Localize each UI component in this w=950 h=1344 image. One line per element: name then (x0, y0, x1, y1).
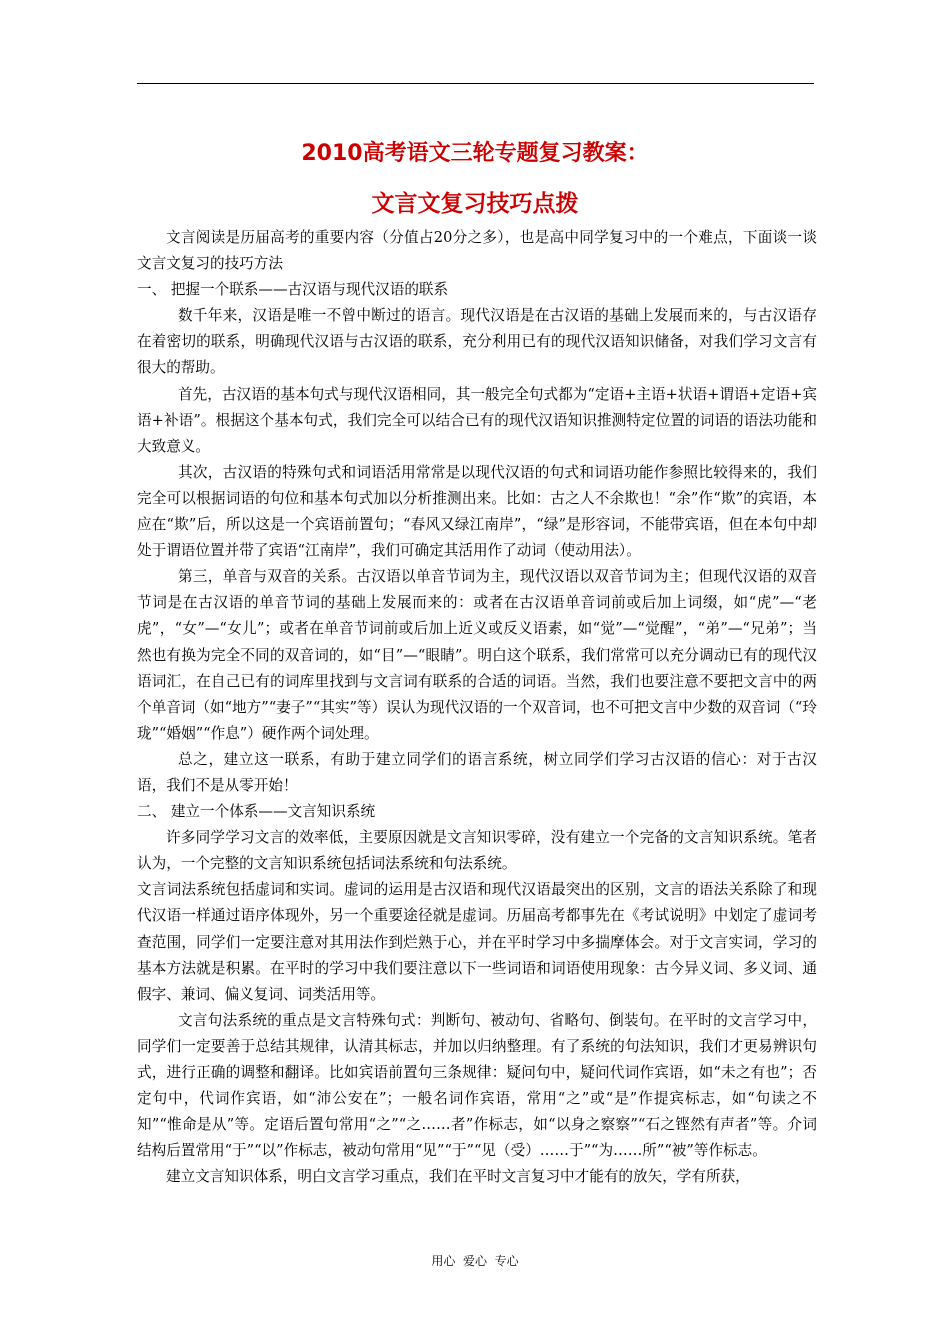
paragraph: 第三，单音与双音的关系。古汉语以单音节词为主，现代汉语以双音节词为主；但现代汉语的双音节词是在古汉语的单音节词的基础上发展而来的：或者在古汉语单音词前或后加上词缀，如“虎”—“老虎”，“女”—“女儿”；或者在单音节词前或后加上近义或反义语素，如“觉”—“觉醒”，“弟”—“兄弟”；当然也有换为完全不同的双音词的，如“目”—“眼睛”。明白这个联系，我们常常可以充分调动已有的现代汉语词汇，在自己已有的词库里找到与文言词有联系的合适的词语。当然，我们也要注意不要把文言中的两个单音词（如“地方”“妻子”“其实”等）误认为现代汉语的一个双音词，也不可把文言中少数的双音词（“玲珑”“婚姻”“作息”）硬作两个词处理。 (137, 568, 817, 742)
paragraph: 总之，建立这一联系，有助于建立同学们的语言系统，树立同学们学习古汉语的信心：对于古汉语，我们不是从零开始！ (137, 750, 817, 794)
page-footer: 用心 爱心 专心 (431, 1254, 519, 1268)
paragraph: 其次，古汉语的特殊句式和词语活用常常是以现代汉语的句式和词语功能作参照比较得来的，我们完全可以根据词语的句位和基本句式加以分析推测出来。比如：古之人不余欺也！“余”作“欺”的宾语，本应在“欺”后，所以这是一个宾语前置句；“春风又绿江南岸”，“绿”是形容词，不能带宾语，但在本句中却处于谓语位置并带了宾语“江南岸”，我们可确定其活用作了动词（使动用法）。 (137, 463, 817, 560)
paragraph: 文言词法系统包括虚词和实词。虚词的运用是古汉语和现代汉语最突出的区别，文言的语法关系除了和现代汉语一样通过语序体现外，另一个重要途径就是虚词。历届高考都事先在《考试说明》中划定了虚词考查范围，同学们一定要注意对其用法作到烂熟于心，并在平时学习中多揣摩体会。对于文言实词，学习的基本方法就是积累。在平时的学习中我们要注意以下一些词语和词语使用现象：古今异义词、多义词、通假字、兼词、偏义复词、词类活用等。 (137, 881, 817, 1003)
paragraph: 文言阅读是历届高考的重要内容（分值占20分之多），也是高中同学复习中的一个难点，下面谈一谈文言文复习的技巧方法 (137, 229, 817, 273)
paragraph: 数千年来，汉语是唯一不曾中断过的语言。现代汉语是在古汉语的基础上发展而来的，与古汉语存在着密切的联系，明确现代汉语与古汉语的联系，充分利用已有的现代汉语知识储备，对我们学习文言有很大的帮助。 (137, 307, 817, 377)
document-title: 2010高考语文三轮专题复习教案： (301, 141, 649, 166)
header-rule (137, 83, 814, 84)
paragraph: 文言句法系统的重点是文言特殊句式：判断句、被动句、省略句、倒装句。在平时的文言学习中，同学们一定要善于总结其规律，认清其标志，并加以归纳整理。有了系统的句法知识，我们才更易辨识句式，进行正确的调整和翻译。比如宾语前置句三条规律：疑问句中，疑问代词作宾语，如“未之有也”；否定句中，代词作宾语，如“沛公安在”；一般名词作宾语，常用“之”或“是”作提宾标志，如“句读之不知”“惟命是从”等。定语后置句常用“之”“之……者”作标志，如“以身之察察”“石之铿然有声者”等。介词结构后置常用“于”“以”作标志，被动句常用“见”“于”“见（受）……于”“为……所”“被”等作标志。 (137, 1011, 817, 1160)
paragraph: 首先，古汉语的基本句式与现代汉语相同，其一般完全句式都为“定语+主语+状语+谓语+定语+宾语+补语”。根据这个基本句式，我们完全可以结合已有的现代汉语知识推测特定位置的词语的语法功能和大致意义。 (137, 385, 817, 455)
document-body (137, 225, 817, 1190)
paragraph: 许多同学学习文言的效率低，主要原因就是文言知识零碎，没有建立一个完备的文言知识系统。笔者认为，一个完整的文言知识系统包括词法系统和句法系统。 (137, 829, 817, 873)
paragraph: 二、 建立一个体系——文言知识系统 (137, 803, 376, 821)
document-subtitle: 文言文复习技巧点拨 (371, 191, 579, 217)
paragraph: 一、 把握一个联系——古汉语与现代汉语的联系 (137, 281, 449, 299)
paragraph: 建立文言知识体系，明白文言学习重点，我们在平时文言复习中才能有的放矢，学有所获， (166, 1168, 750, 1186)
